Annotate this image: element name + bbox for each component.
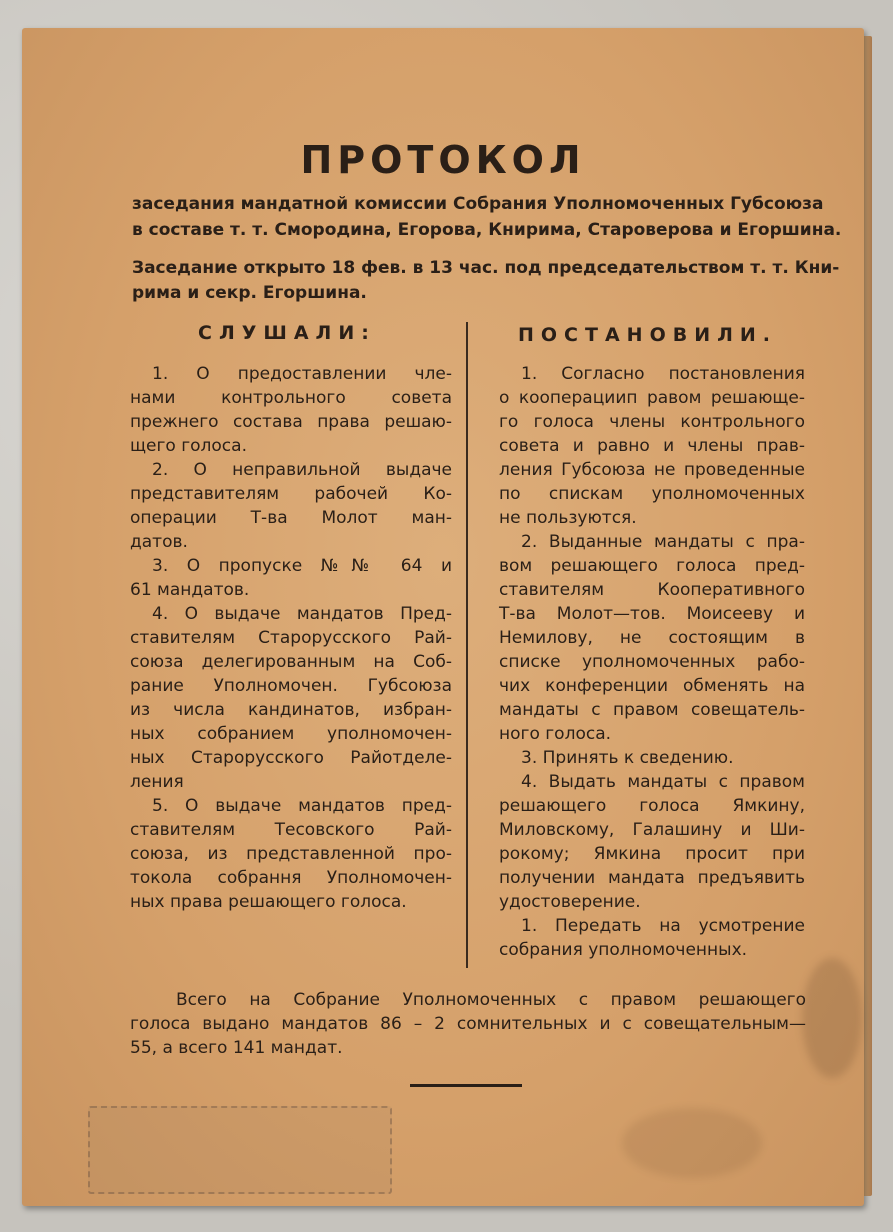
stain [622,1108,762,1178]
resolved-item-line: о кооперациип равом решающе- [499,388,805,408]
resolved-item-3 [499,746,805,770]
resolved-item-line: удостоверение. [499,892,641,912]
resolved-item-line: рокому; Ямкина просит при [499,844,805,864]
resolved-item-line: 2. Выданные мандаты с пра- [521,532,805,552]
resolved-item-line: мандаты с правом совещатель- [499,700,805,720]
summary [130,986,806,1058]
heard-item-line: из числа кандинатов, избран- [130,700,452,720]
heard-item-line: ных права решающего голоса. [130,892,407,912]
resolved-item-1 [499,362,805,530]
stain [802,958,862,1078]
opening-line-1: Заседание открыто 18 фев. в 13 час. под председательством т. т. Кни- [132,258,840,278]
summary-line-2: голоса выдано мандатов 86 – 2 сомнительных и с совещательным— [130,1014,806,1034]
right-column-heading: ПОСТАНОВИЛИ. [518,324,777,346]
heard-item-line: 1. О предоставлении чле- [152,364,452,384]
resolved-item-line: собрания уполномоченных. [499,940,748,960]
opening-line-2: рима и секр. Егоршина. [132,283,367,303]
resolved-item-line: ления Губсоюза не проведенные [499,460,805,480]
heard-item-line: 3. О пропуске №№ 64 и [152,556,452,576]
resolved-item-line: Т-ва Молот—тов. Моисееву и [499,604,805,624]
heard-item-line: рание Уполномочен. Губсоюза [130,676,452,696]
heard-item-line: союза делегированным на Соб- [130,652,452,672]
resolved-item-line: го голоса члены контрольного [499,412,805,432]
resolved-item-line: Миловскому, Галашину и Ши- [499,820,805,840]
heard-item-5 [130,794,452,914]
resolved-item-line: по спискам уполномоченных [499,484,805,504]
heard-item-2 [130,458,452,554]
heard-item-line: ления [130,772,184,792]
heard-item-line: операции Т-ва Молот ман- [130,508,452,528]
resolved-item-line: не пользуются. [499,508,637,528]
heard-item-line: ных Старорусского Райотделе- [130,748,452,768]
resolved-item-line: 4. Выдать мандаты с правом [521,772,805,792]
document-page [22,28,864,1206]
resolved-item-line: чих конференции обменять на [499,676,805,696]
heard-item-line: щего голоса. [130,436,247,456]
document-title: ПРОТОКОЛ [300,138,586,182]
resolved-item-line: ставителям Кооперативного [499,580,805,600]
heard-item-line: союза, из представленной про- [130,844,452,864]
heard-item-line: ставителям Старорусского Рай- [130,628,452,648]
heard-item-3 [130,554,452,602]
header-line-1: заседания мандатной комиссии Собрания Уполномоченных Губсоюза [132,194,824,214]
heard-item-4 [130,602,452,794]
heard-item-line: представителям рабочей Ко- [130,484,452,504]
resolved-item-line: вом решающего голоса пред- [499,556,805,576]
heard-item-1 [130,362,452,458]
resolved-item-line: 1. Согласно постановления [521,364,805,384]
heard-item-line: 61 мандатов. [130,580,250,600]
heard-item-line: нами контрольного совета [130,388,452,408]
heard-item-line: датов. [130,532,188,552]
heard-item-line: ставителям Тесовского Рай- [130,820,452,840]
heard-item-line: 5. О выдаче мандатов пред- [152,796,452,816]
resolved-item-line: 3. Принять к сведению. [521,748,734,768]
faded-stamp [88,1106,392,1194]
left-column-heading: СЛУШАЛИ: [198,322,376,344]
summary-line-3: 55, а всего 141 мандат. [130,1038,343,1058]
resolved-item-line: списке уполномоченных рабо- [499,652,805,672]
resolved-item-line: Немилову, не состоящим в [499,628,805,648]
heard-item-line: прежнего состава права решаю- [130,412,452,432]
resolved-item-2 [499,530,805,746]
resolved-item-line: решающего голоса Ямкину, [499,796,805,816]
closing-rule [410,1084,522,1087]
resolved-item-line: совета и равно и члены прав- [499,436,805,456]
resolved-item-line: получении мандата предъявить [499,868,805,888]
heard-item-line: токола собрання Уполномочен- [130,868,452,888]
resolved-item-4 [499,770,805,914]
heard-item-line: ных собранием уполномочен- [130,724,452,744]
resolved-item-line: ного голоса. [499,724,612,744]
summary-line-1: Всего на Собрание Уполномоченных с правом решающего [176,990,806,1010]
resolved-item-5 [499,914,805,962]
heard-item-line: 4. О выдаче мандатов Пред- [152,604,452,624]
header-line-2: в составе т. т. Смородина, Егорова, Книрима, Староверова и Егоршина. [132,220,842,240]
heard-column [130,362,452,914]
column-divider [466,322,468,968]
resolved-item-line: 1. Передать на усмотрение [521,916,805,936]
heard-item-line: 2. О неправильной выдаче [152,460,452,480]
resolved-column [499,362,805,962]
